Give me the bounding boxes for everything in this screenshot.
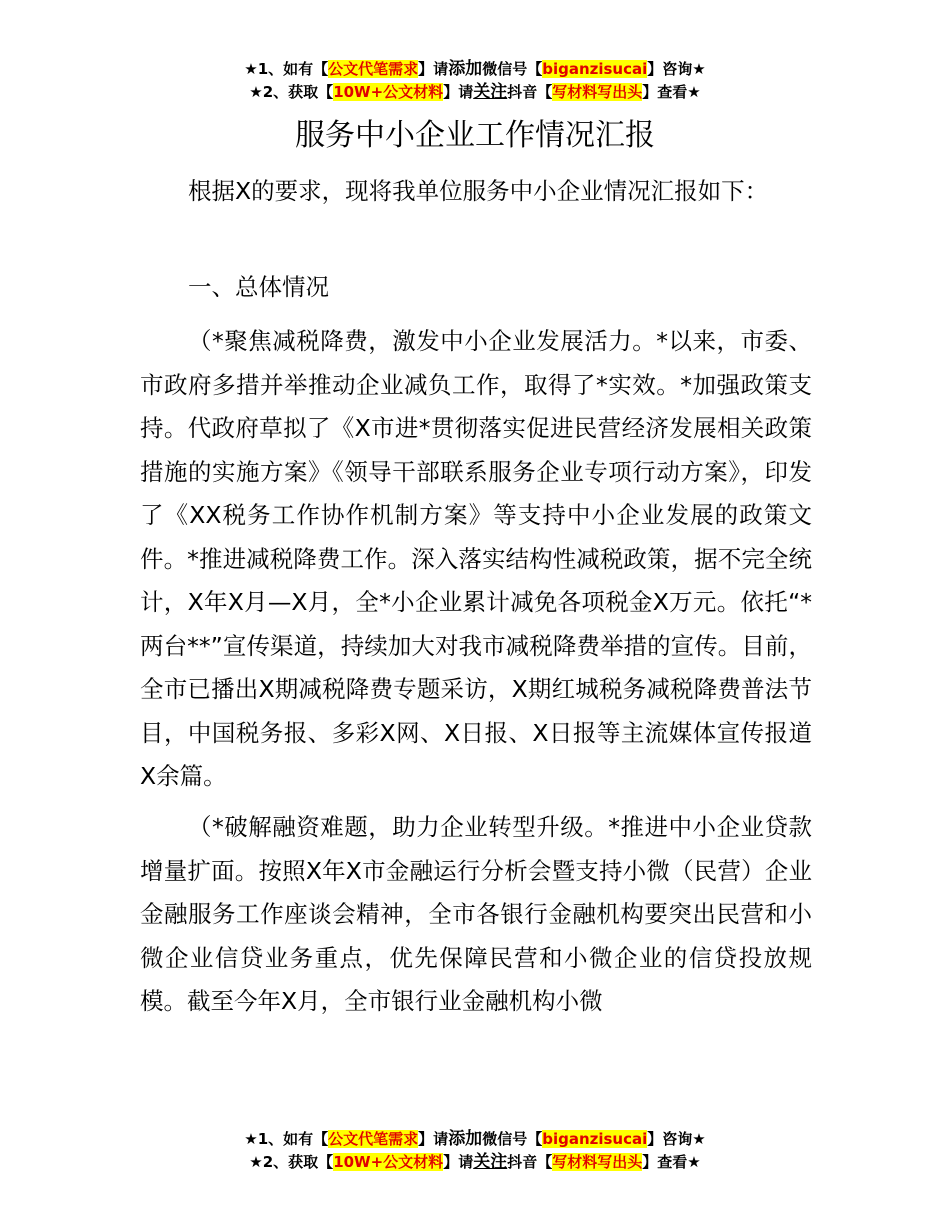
banner-text: 】查看★ bbox=[642, 1153, 701, 1171]
highlight-wechat-id: biganzisucai bbox=[542, 1130, 648, 1148]
body-paragraph: （*破解融资难题，助力企业转型升级。*推进中小企业贷款增量扩面。按照X年X市金融运行分析会暨支持小微（民营）企业金融服务工作座谈会精神，全市各银行金融机构要突出民营和小微企业信贷业务重点，优先保障民营和小微企业的信贷投放规模。截至今年X月，全市银行业金融机构小微 bbox=[140, 813, 812, 1015]
banner-line-2 bbox=[0, 1151, 950, 1174]
banner-emphasis: 添加 bbox=[448, 59, 483, 79]
footer-banner bbox=[0, 1128, 950, 1174]
body-paragraph: （*聚焦减税降费，激发中小企业发展活力。*以来，市委、市政府多措并举推动企业减负工作，取得了*实效。*加强政策支持。代政府草拟了《X市进*贯彻落实促进民营经济发展相关政策措施的实施方案》《领导干部联系服务企业专项行动方案》，印发了《XX税务工作协作机制方案》等支持中小企业发展的政策文件。*推进减税降费工作。深入落实结构性减税政策，据不完全统计，X年X月—X月，全*小企业累计减免各项税金X万元。依托“*两台**”宣传渠道，持续加大对我市减税降费举措的宣传。目前，全市已播出X期减税降费专题采访，X期红城税务减税降费普法节目，中国税务报、多彩X网、X日报、X日报等主流媒体宣传报道X余篇。 bbox=[140, 327, 812, 790]
section-heading: 一、总体情况 bbox=[188, 273, 329, 301]
banner-text: 抖音【 bbox=[507, 1153, 553, 1171]
banner-line-1 bbox=[0, 1128, 950, 1151]
highlight-douyin: 写材料写出头 bbox=[552, 83, 643, 101]
intro-block bbox=[140, 170, 812, 214]
document-title: 服务中小企业工作情况汇报 bbox=[295, 118, 655, 153]
highlight-materials: 10W+公文材料 bbox=[333, 83, 444, 101]
banner-text: 】请 bbox=[443, 1153, 474, 1171]
banner-text: 】查看★ bbox=[642, 83, 701, 101]
banner-text: 抖音【 bbox=[507, 83, 553, 101]
banner-emphasis: 添加 bbox=[448, 1129, 483, 1149]
banner-text: 微信号【 bbox=[482, 60, 543, 78]
banner-emphasis: 关注 bbox=[473, 82, 508, 102]
banner-emphasis: 关注 bbox=[473, 1152, 508, 1172]
banner-text: 微信号【 bbox=[482, 1130, 543, 1148]
banner-text: 】请 bbox=[443, 83, 474, 101]
banner-line-2 bbox=[0, 81, 950, 104]
highlight-douyin: 写材料写出头 bbox=[552, 1153, 643, 1171]
banner-text: ★1、如有【 bbox=[244, 60, 329, 78]
banner-text: ★2、获取【 bbox=[249, 83, 334, 101]
highlight-service: 公文代笔需求 bbox=[328, 60, 419, 78]
intro-paragraph: 根据X的要求，现将我单位服务中小企业情况汇报如下： bbox=[188, 177, 769, 205]
header-banner bbox=[0, 58, 950, 104]
highlight-wechat-id: biganzisucai bbox=[542, 60, 648, 78]
banner-line-1 bbox=[0, 58, 950, 81]
banner-text: ★1、如有【 bbox=[244, 1130, 329, 1148]
banner-text: 】请 bbox=[418, 1130, 449, 1148]
highlight-materials: 10W+公文材料 bbox=[333, 1153, 444, 1171]
paragraph-block-2 bbox=[140, 806, 812, 1024]
banner-text: 】咨询★ bbox=[647, 60, 706, 78]
banner-text: 】咨询★ bbox=[647, 1130, 706, 1148]
banner-text: 】请 bbox=[418, 60, 449, 78]
highlight-service: 公文代笔需求 bbox=[328, 1130, 419, 1148]
banner-text: ★2、获取【 bbox=[249, 1153, 334, 1171]
section-heading-block bbox=[140, 266, 812, 310]
paragraph-block-1 bbox=[140, 320, 812, 799]
